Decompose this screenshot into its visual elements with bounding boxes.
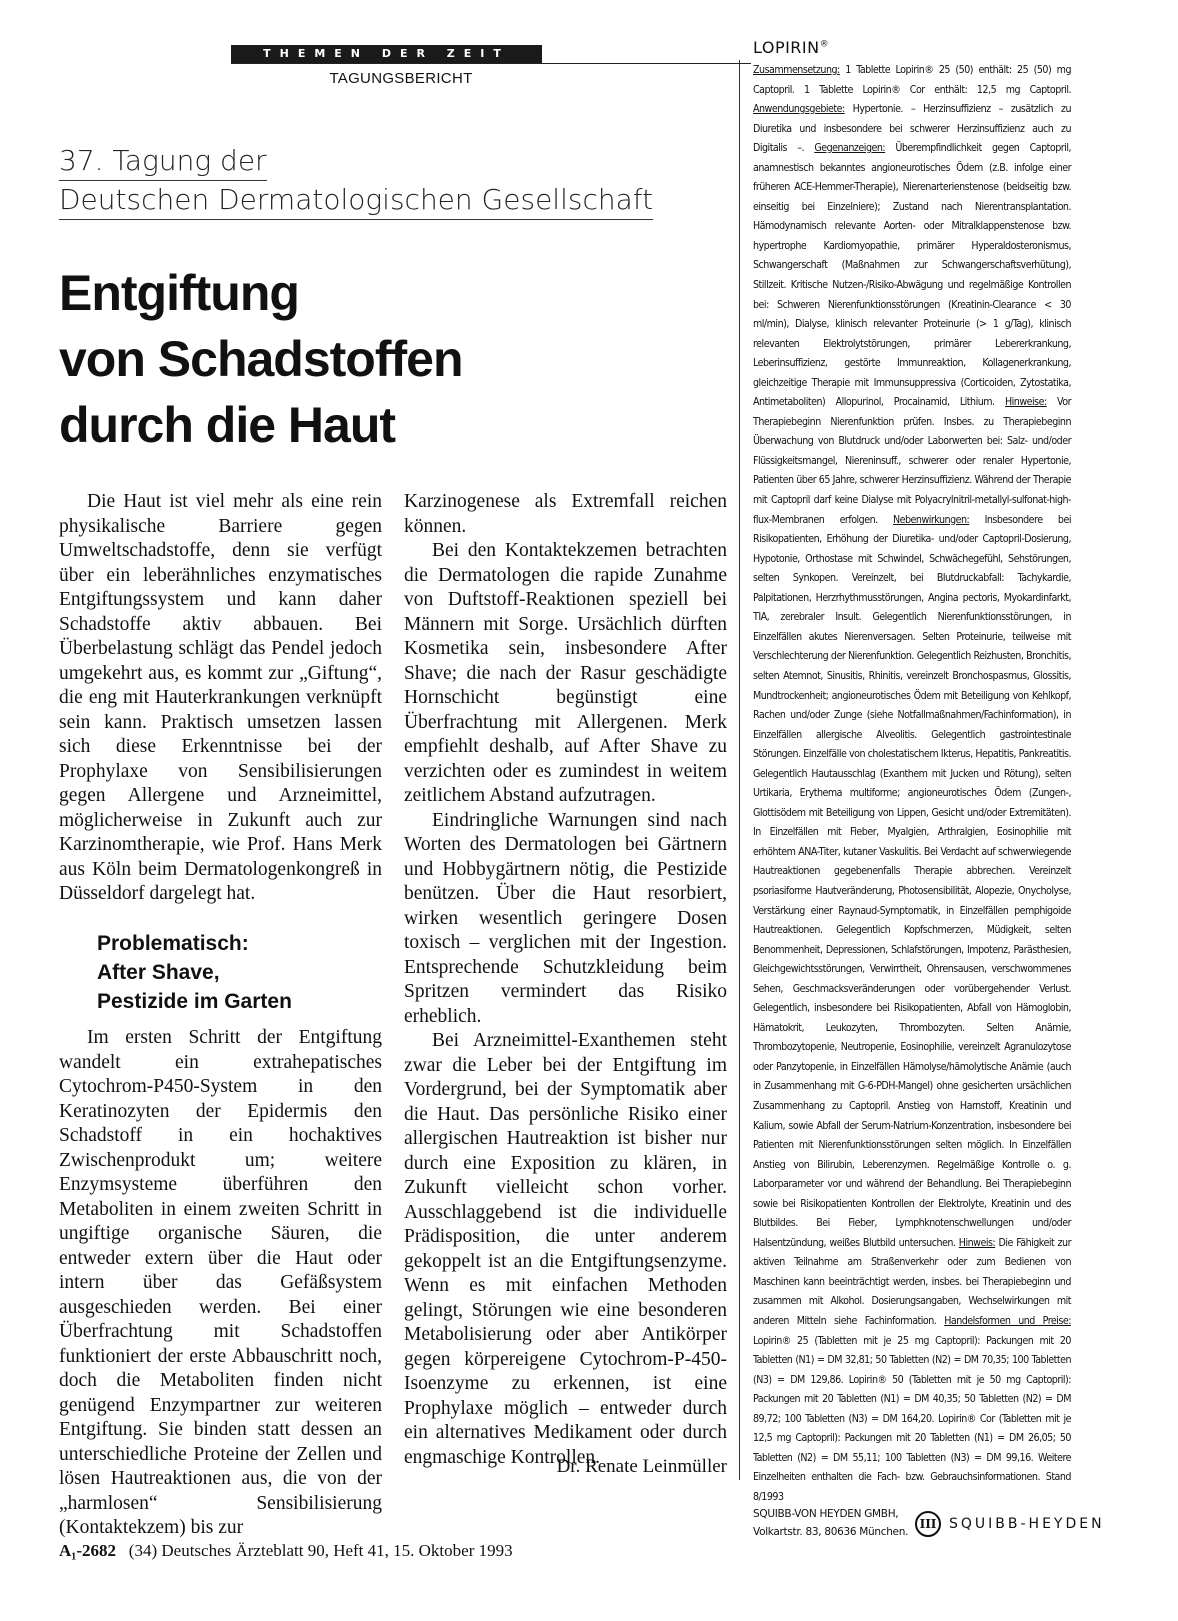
label-hinweise: Hinweise:	[1004, 396, 1047, 409]
subheading-line: Pestizide im Garten	[97, 990, 292, 1013]
ad-product-title	[753, 38, 829, 57]
company-address	[753, 1505, 908, 1541]
text-hinweise: Vor Therapiebeginn Nierenfunktion prüfen. Insbes. zu Therapiebeginn Überwachung von Blutdruck und/oder Laborwerten bei: Salz- und/oder Flüssigkeitsmangel, Niereninsuff., schwerer oder renaler Hypertonie, Patienten über 65 Jahre, schwerer Herzinsuffizienz. Während der Therapie mit Captopril darf keine Dialyse mit Polyacrylnitril-metallyl-sulfonat-high-flux-Membranen erfolgen.	[753, 396, 1071, 526]
headline-line: von Schadstoffen	[59, 331, 463, 387]
page-footer	[59, 1541, 513, 1561]
section-label: TAGUNGSBERICHT	[329, 70, 473, 87]
text-anwendungsgebiete: Hypertonie. – Herzinsuffizienz – zusätzlich zu Diuretika und insbesondere bei schwerer Herzinsuffizienz auch zu Digitalis –.	[753, 103, 1071, 155]
article-column-2	[404, 490, 727, 1470]
section-banner: THEMEN DER ZEIT	[231, 45, 542, 63]
paragraph: Bei den Kontaktekzemen betrachten die Dermatologen die rapide Zunahme von Duftstoff-Reaktionen speziell bei Männern mit Sorge. Ursächlich dürften Kosmetika sein, insbesondere After Shave; die nach der Rasur geschädigte Hornschicht begünstigt eine Überfrachtung mit Allergenen. Merk empfiehlt deshalb, auf After Shave zu verzichten oder es zumindest in weitem zeitlichem Abstand aufzutragen.	[404, 540, 727, 806]
column-divider	[739, 60, 740, 1480]
paragraph: Im ersten Schritt der Entgiftung wandelt ein extrahepatisches Cytochrom-P450-System in den Keratinozyten der Epidermis den Schadstoff in ein hochaktives Zwischenprodukt um; weitere Enzymsysteme überführen den Metaboliten in einem zweiten Schritt in ungiftige organische Säuren, die entweder extern über die Haut oder intern über das Gefäßsystem ausgeschieden werden. Bei einer Überfrachtung mit Schadstoffen funktioniert der erste Abbauschritt noch, doch die Metaboliten finden nicht genügend Enzympartner zur weiteren Entgiftung. Sie binden statt dessen an unterschiedliche Proteine der Zellen und lösen Hautreaktionen aus, die von der „harmlosen“ Sensibilisierung (Kontaktekzem) bis zur	[59, 1027, 382, 1538]
text-nebenwirkungen: Insbesondere bei Risikopatienten, Erhöhung der Diuretika- und/oder Captopril-Dosierung, Hypotonie, Orthostase mit Schwindel, Schwächegefühl, Sehstörungen, selten Synkopen. Vereinzelt, bei Blutdruckabfall: Tachykardie, Palpitationen, Herzrhythmusstörungen, Angina pectoris, Myokardinfarkt, TIA, zerebraler Insult. Gelegentlich Nierenfunktionsstörungen, in Einzelfällen akutes Nierenversagen. Selten Proteinurie, teilweise mit Verschlechterung der Nierenfunktion. Gelegentlich Reizhusten, Bronchitis, selten Atemnot, Sinusitis, Rhinitis, vereinzelt Bronchospasmus, Glossitis, Mundtrockenheit; angioneurotisches Ödem mit Beteiligung von Kehlkopf, Rachen und/oder Zunge (siehe Notfallmaßnahmen/Fachinformation), in Einzelfällen allergische Alveolitis. Gelegentlich gastrointestinale Störungen. Einzelfälle von cholestatischem Ikterus, Hepatitis, Pankreatitis. Gelegentlich Hautausschlag (Exanthem mit Jucken und Rötung), selten Urtikaria, Erythema multiforme; angioneurotisches Ödem (Zungen-, Glottisödem mit Beteiligung von Lippen, Gesicht und/oder Extremitäten). In Einzelfällen mit Fieber, Myalgien, Arthralgien, Eosinophilie mit erhöhtem ANA-Titer, kutaner Vaskulitis. Bei Verdacht auf schwerwiegende Hautreaktionen gegebenenfalls Therapie abbrechen. Vereinzelt psoriasiforme Hautveränderung, Photosensibilität, Alopezie, Onycholyse, Verstärkung einer Raynaud-Symptomatik, in Einzelfällen pemphigoide Hautreaktionen. Gelegentlich Kopfschmerzen, Müdigkeit, selten Benommenheit, Depressionen, Schlafstörungen, Impotenz, Parästhesien, Gleichgewichtsstörungen, Verwirrtheit, Ohrensausen, verschwommenes Sehen, Geschmacksveränderungen oder vorübergehender Verlust. Gelegentlich, insbesondere bei Risikopatienten, Abfall von Hämoglobin, Hämatokrit, Leukozyten, Thrombozyten. Selten Anämie, Thrombozytopenie, Neutropenie, Eosinophilie, vereinzelt Agranulozytose oder Panzytopenie, in Einzelfällen Hämolyse/hämolytische Anämie (auch in Zusammenhang mit G-6-PDH-Mangel) ohne gesicherten ursächlichen Zusammenhang zu Captopril. Anstieg von Harnstoff, Kreatinin und Kalium, sowie Abfall der Serum-Natrium-Konzentration, insbesondere bei Patienten mit Nierenfunktionsstörungen selten möglich. In Einzelfällen Anstieg von Bilirubin, Leberenzymen. Regelmäßige Kontrolle o. g. Laborparameter vor und während der Behandlung. Bei Therapiebeginn sowie bei Risikopatienten Kontrollen der Elektrolyte, Kreatinin und des Blutbildes. Bei Fieber, Lymphknotenschwellungen und/oder Halsentzündung, weißes Blutbild untersuchen.	[753, 513, 1071, 1249]
article-subheading	[97, 929, 292, 1016]
label-handelsformen: Handelsformen und Preise:	[944, 1315, 1071, 1327]
paragraph: Eindringliche Warnungen sind nach Worten des Dermatologen bei Gärtnern und Hobbygärtnern nötig, die Pestizide benützen. Über die Haut resorbiert, wirken wesentlich geringere Dosen toxisch – verglichen mit der Ingestion. Entsprechende Schutzkleidung beim Spritzen vermindert das Risiko erheblich.	[404, 809, 727, 1027]
product-name: LOPIRIN	[753, 38, 820, 57]
article-headline	[59, 260, 699, 458]
paragraph: Karzinogenese als Extremfall reichen können.	[404, 491, 727, 537]
company-street: Volkartstr. 83, 80636 München.	[753, 1526, 909, 1538]
article-subtitle	[59, 142, 653, 220]
label-nebenwirkungen: Nebenwirkungen:	[892, 513, 970, 526]
label-gegenanzeigen: Gegenanzeigen:	[814, 142, 886, 155]
label-hinweis: Hinweis:	[958, 1236, 996, 1249]
headline-line: durch die Haut	[59, 397, 396, 453]
header-rule	[231, 63, 751, 64]
subheading-line: Problematisch:	[97, 932, 249, 955]
registered-mark: ®	[819, 39, 830, 50]
subtitle-line: 37. Tagung der	[59, 142, 267, 181]
page-code: A₁-2682	[59, 1541, 117, 1560]
company-name: SQUIBB-VON HEYDEN GMBH,	[753, 1508, 899, 1520]
subtitle-line: Deutschen Dermatologischen Gesellschaft	[59, 181, 653, 220]
article-column-1	[59, 490, 382, 907]
article-author: Dr. Renate Leinmüller	[556, 1456, 727, 1477]
label-anwendungsgebiete: Anwendungsgebiete:	[753, 103, 845, 116]
company-logo	[915, 1511, 1105, 1537]
text-gegenanzeigen: Überempfindlichkeit gegen Captopril, anamnestisch bekanntes angioneurotisches Ödem (z.B. infolge einer früheren ACE-Hemmer-Therapie), Nierenarterienstenose (beidseitig bzw. einseitig bei Einzelniere); Zustand nach Nierentransplantation. Hämodynamisch relevante Aorten- oder Mitralklappenstenose bzw. hypertrophe Kardiomyopathie, primärer Hyperaldosteronismus, Schwangerschaft (Maßnahmen zur Schwangerschaftsverhütung), Stillzeit. Kritische Nutzen-/Risiko-Abwägung und regelmäßige Kontrollen bei: Schweren Nierenfunktionsstörungen (Kreatinin-Clearance < 30 ml/min), Dialyse, klinisch relevanter Proteinurie (> 1 g/Tag), klinisch relevanten Elektrolytstörungen, primärer Lebererkrankung, Leberinsuffizienz, gestörte Immunreaktion, Kollagenerkrankung, gleichzeitige Therapie mit Immunsuppressiva (Corticoiden, Zytostatika, Antimetaboliten) Allopurinol, Procainamid, Lithium.	[753, 142, 1071, 409]
text-handelsformen: Lopirin® 25 (Tabletten mit je 25 mg Captopril): Packungen mit 20 Tabletten (N1) = DM 32,81; 50 Tabletten (N2) = DM 70,35; 100 Tabletten (N3) = DM 129,86. Lopirin® 50 (Tabletten mit je 50 mg Captopril): Packungen mit 20 Tabletten (N1) = DM 40,35; 50 Tabletten (N2) = DM 89,72; 100 Tabletten (N3) = DM 164,20. Lopirin® Cor (Tabletten mit je 12,5 mg Captopril): Packungen mit 20 Tabletten (N1) = DM 26,05; 50 Tabletten (N2) = DM 55,11; 100 Tabletten (N3) = DM 99,16. Weitere Einzelheiten enthalten die Fach- bzw. Gebrauchsinformationen. Stand 8/1993	[753, 1334, 1071, 1503]
label-zusammensetzung: Zusammensetzung:	[753, 64, 840, 76]
logo-wordmark: SQUIBB-HEYDEN	[949, 1516, 1105, 1532]
text-zusammensetzung: 1 Tablette Lopirin® 25 (50) enthält: 25 (50) mg Captopril. 1 Tablette Lopirin® Cor enthält: 12,5 mg Captopril.	[753, 64, 1071, 96]
logo-emblem-icon: III	[915, 1511, 941, 1537]
article-column-1-continued	[59, 1026, 382, 1541]
journal-citation: (34) Deutsches Ärzteblatt 90, Heft 41, 15. Oktober 1993	[128, 1541, 513, 1560]
headline-line: Entgiftung	[59, 265, 299, 321]
text-hinweis: Die Fähigkeit zur aktiven Teilnahme am Straßenverkehr oder zum Bedienen von Maschinen kann beeinträchtigt werden, insbes. bei Therapiebeginn und zusammen mit Alkohol. Dosierungsangaben, Wechselwirkungen mit anderen Mitteln siehe Fachinformation.	[753, 1236, 1072, 1327]
ad-prescribing-info	[753, 61, 1071, 1507]
paragraph: Die Haut ist viel mehr als eine rein physikalische Barriere gegen Umweltschadstoffe, denn sie verfügt über ein leberähnliches enzymatisches Entgiftungssystem und kann daher Schadstoffe aktiv abbauen. Bei Überbelastung schlägt das Pendel jedoch umgekehrt aus, es kommt zur „Giftung“, die eng mit Hauterkrankungen verknüpft sein kann. Praktisch umsetzen lassen sich diese Erkenntnisse bei der Prophylaxe von Sensibilisierungen gegen Allergene und Arzneimittel, möglicherweise in Zukunft auch zur Karzinomtherapie, wie Prof. Hans Merk aus Köln beim Dermatologenkongreß in Düsseldorf dargelegt hat.	[59, 491, 382, 904]
subheading-line: After Shave,	[97, 961, 220, 984]
paragraph: Bei Arzneimittel-Exanthemen steht zwar die Leber bei der Entgiftung im Vordergrund, bei der Symptomatik aber die Haut. Das persönliche Risiko einer allergischen Hautreaktion ist bisher nur durch eine Exposition zu klären, in Zukunft vielleicht schon vorher. Ausschlaggebend ist die individuelle Prädisposition, die unter anderem gekoppelt ist an die Entgiftungsenzyme. Wenn es mit einfachen Methoden gelingt, Störungen wie eine besonderen Metabolisierung oder aber Antikörper gegen körpereigene Cytochrom-P-450-Isoenzyme zu erkennen, ist eine Prophylaxe möglich – entweder durch ein alternatives Medikament oder durch engmaschige Kontrollen.	[404, 1030, 727, 1468]
